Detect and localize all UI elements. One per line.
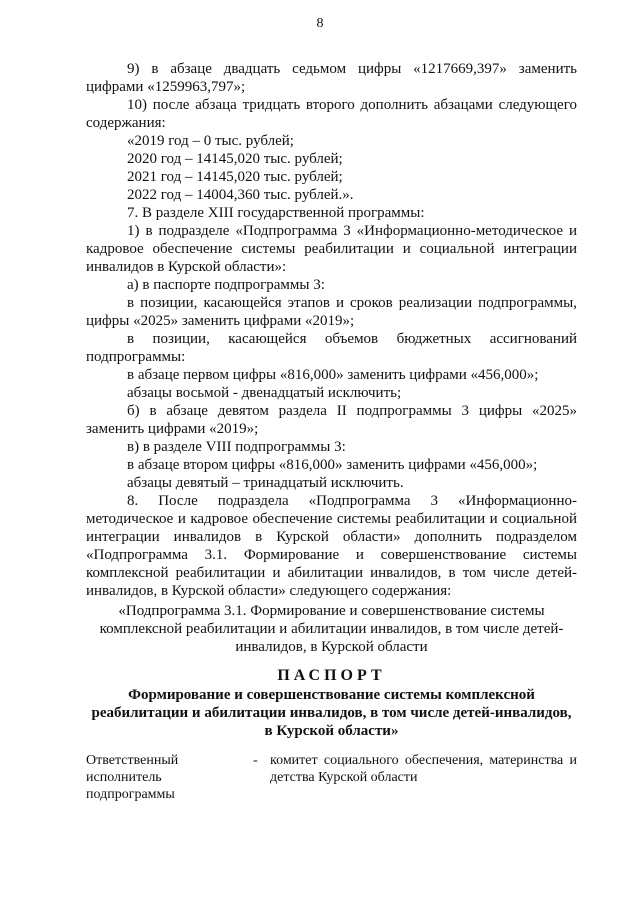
text-line: методическое и кадровое обеспечение системы реабилитации и социальной: [86, 511, 577, 527]
text-line: 2020 год – 14145,020 тыс. рублей;: [127, 151, 343, 167]
text-line: подпрограммы:: [86, 349, 186, 365]
text-line: заменить цифрами «2019»;: [86, 421, 259, 437]
subprogram-heading: [86, 602, 577, 656]
text-line: 9) в абзаце двадцать седьмом цифры «1217669,397» заменить: [127, 61, 577, 77]
subprogram-heading-line: «Подпрограмма 3.1. Формирование и совершенствование системы: [118, 603, 545, 619]
text-line: б) в абзаце девятом раздела II подпрограммы 3 цифры «2025»: [127, 403, 577, 419]
text-line: «Подпрограмма 3.1. Формирование и совершенствование системы: [86, 547, 577, 563]
text-line: 8. После подраздела «Подпрограмма 3 «Информационно-: [127, 493, 577, 509]
passport-subtitle: [76, 686, 587, 740]
text-line: инвалидов в Курской области»:: [86, 259, 287, 275]
passport-subtitle-line: в Курской области»: [264, 723, 399, 739]
table-row-label: [86, 752, 236, 803]
text-line: комплексной реабилитации и абилитации инвалидов, в том числе детей-: [86, 565, 577, 581]
text-line: 1) в подразделе «Подпрограмма 3 «Информационно-методическое и: [127, 223, 577, 239]
table-label-line: исполнитель: [86, 770, 162, 785]
text-line: а) в паспорте подпрограммы 3:: [127, 277, 325, 293]
passport-subtitle-line: реабилитации и абилитации инвалидов, в том числе детей-инвалидов,: [91, 705, 572, 721]
text-line: абзацы девятый – тринадцатый исключить.: [127, 475, 404, 491]
text-line: интеграции инвалидов в Курской области» дополнить подразделом: [86, 529, 577, 545]
text-line: в позиции, касающейся объемов бюджетных ассигнований: [127, 331, 577, 347]
text-line: 10) после абзаца тридцать второго дополнить абзацами следующего: [127, 97, 577, 113]
table-value-line: комитет социального обеспечения, материнства и: [270, 753, 577, 768]
page-number: 8: [316, 16, 324, 31]
text-line: в) в разделе VIII подпрограммы 3:: [127, 439, 346, 455]
passport-title: ПАСПОРТ: [277, 667, 386, 684]
text-line: «2019 год – 0 тыс. рублей;: [127, 133, 294, 149]
text-line: в абзаце втором цифры «816,000» заменить цифрами «456,000»;: [127, 457, 538, 473]
text-line: 7. В разделе XIII государственной программы:: [127, 205, 425, 221]
table-row-dash: -: [253, 753, 258, 768]
table-value-line: детства Курской области: [270, 770, 418, 785]
text-line: 2022 год – 14004,360 тыс. рублей.».: [127, 187, 354, 203]
subprogram-heading-line: комплексной реабилитации и абилитации инвалидов, в том числе детей-: [99, 621, 564, 637]
text-line: цифрами «1259963,797»;: [86, 79, 246, 95]
table-row-value: [270, 752, 577, 786]
text-line: цифры «2025» заменить цифрами «2019»;: [86, 313, 355, 329]
text-line: абзацы восьмой - двенадцатый исключить;: [127, 385, 402, 401]
table-label-line: Ответственный: [86, 753, 179, 768]
passport-subtitle-line: Формирование и совершенствование системы комплексной: [128, 687, 535, 703]
subprogram-heading-line: инвалидов, в Курской области: [235, 639, 428, 655]
text-line: инвалидов, в Курской области» следующего содержания:: [86, 583, 452, 599]
text-line: в абзаце первом цифры «816,000» заменить цифрами «456,000»;: [127, 367, 539, 383]
table-label-line: подпрограммы: [86, 787, 175, 802]
text-line: 2021 год – 14145,020 тыс. рублей;: [127, 169, 343, 185]
text-line: кадровое обеспечение системы реабилитации и социальной интеграции: [86, 241, 577, 257]
text-line: содержания:: [86, 115, 166, 131]
text-line: в позиции, касающейся этапов и сроков реализации подпрограммы,: [127, 295, 577, 311]
